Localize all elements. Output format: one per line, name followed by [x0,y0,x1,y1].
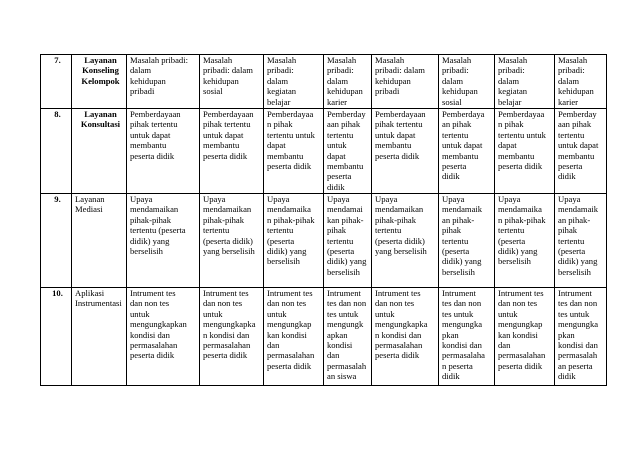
table-cell: Upaya mendamaik an pihak- pihak tertentu (peserta didik) yang berselisih [555,194,607,288]
table-cell: Upaya mendamaikan pihak-pihak tertentu (peserta didik) yang berselisih [372,194,439,288]
table-cell: Masalah pribadi: dalam kegiatan belajar [495,55,555,109]
service-name: Layanan Konseling Kelompok [72,55,127,109]
table-cell: Intrument tes dan non tes untuk mengungkapka n kondisi dan permasalahan peserta didik [200,288,264,386]
row-number: 8. [41,109,72,194]
table-cell: Masalah pribadi: dalam kehidupan pribadi [127,55,200,109]
table-cell: Upaya mendamaika n pihak-pihak tertentu (peserta didik) yang berselisih [495,194,555,288]
row-number: 10. [41,288,72,386]
table-cell: Masalah pribadi: dalam kehidupan karier [555,55,607,109]
table-cell: Upaya mendamaik an pihak- pihak tertentu (peserta didik) yang berselisih [439,194,495,288]
table-cell: Masalah pribadi: dalam kehidupan sosial [200,55,264,109]
table-row [41,55,607,109]
service-name: Layanan Mediasi [72,194,127,288]
service-name: Aplikasi Instrumentasi [72,288,127,386]
table-row [41,288,607,386]
table-cell: Upaya mendamai kan pihak- pihak tertentu (peserta didik) yang berselisih [324,194,372,288]
service-name: Layanan Konsultasi [72,109,127,194]
table-cell: Masalah pribadi: dalam kehidupan sosial [439,55,495,109]
table-cell: Intrument tes dan non tes untuk mengungkapkan kondisi dan permasalahan peserta didik [127,288,200,386]
table-cell: Masalah pribadi: dalam kehidupan karier [324,55,372,109]
table-cell: Pemberdayaan pihak tertentu untuk dapat membantu peserta didik [200,109,264,194]
table-cell: Intrument tes dan non tes untuk mengungka pkan kondisi dan permasalah an peserta didik [555,288,607,386]
table-cell: Upaya mendamaika n pihak-pihak tertentu (peserta didik) yang berselisih [264,194,324,288]
row-number: 7. [41,55,72,109]
table-cell: Masalah pribadi: dalam kehidupan pribadi [372,55,439,109]
table-cell: Upaya mendamaikan pihak-pihak tertentu (peserta didik) yang berselisih [127,194,200,288]
table-cell: Pemberdaya an pihak tertentu untuk dapat membantu peserta didik [439,109,495,194]
table-cell: Pemberdayaa n pihak tertentu untuk dapat membantu peserta didik [264,109,324,194]
table-row [41,194,607,288]
table-cell: Intrument tes dan non tes untuk mengungkap kan kondisi dan permasalahan peserta didik [264,288,324,386]
row-number: 9. [41,194,72,288]
table-cell: Pemberdayaa n pihak tertentu untuk dapat membantu peserta didik [495,109,555,194]
table-cell: Pemberdayaan pihak tertentu untuk dapat membantu peserta didik [372,109,439,194]
table-cell: Intrument tes dan non tes untuk mengungka pkan kondisi dan permasalaha n peserta didik [439,288,495,386]
table-cell: Upaya mendamaikan pihak-pihak tertentu (peserta didik) yang berselisih [200,194,264,288]
table-cell: Pemberdayaan pihak tertentu untuk dapat membantu peserta didik [127,109,200,194]
service-table [40,54,607,386]
table-cell: Intrument tes dan non tes untuk mengungk apkan kondisi dan permasalah an siswa [324,288,372,386]
table-cell: Intrument tes dan non tes untuk mengungkapka n kondisi dan permasalahan peserta didik [372,288,439,386]
table-cell: Masalah pribadi: dalam kegiatan belajar [264,55,324,109]
table-cell: Intrument tes dan non tes untuk mengungkap kan kondisi dan permasalahan peserta didik [495,288,555,386]
table-cell: Pemberday aan pihak tertentu untuk dapat membantu peserta didik [555,109,607,194]
table-cell: Pemberday aan pihak tertentu untuk dapat membantu peserta didik [324,109,372,194]
table-row [41,109,607,194]
